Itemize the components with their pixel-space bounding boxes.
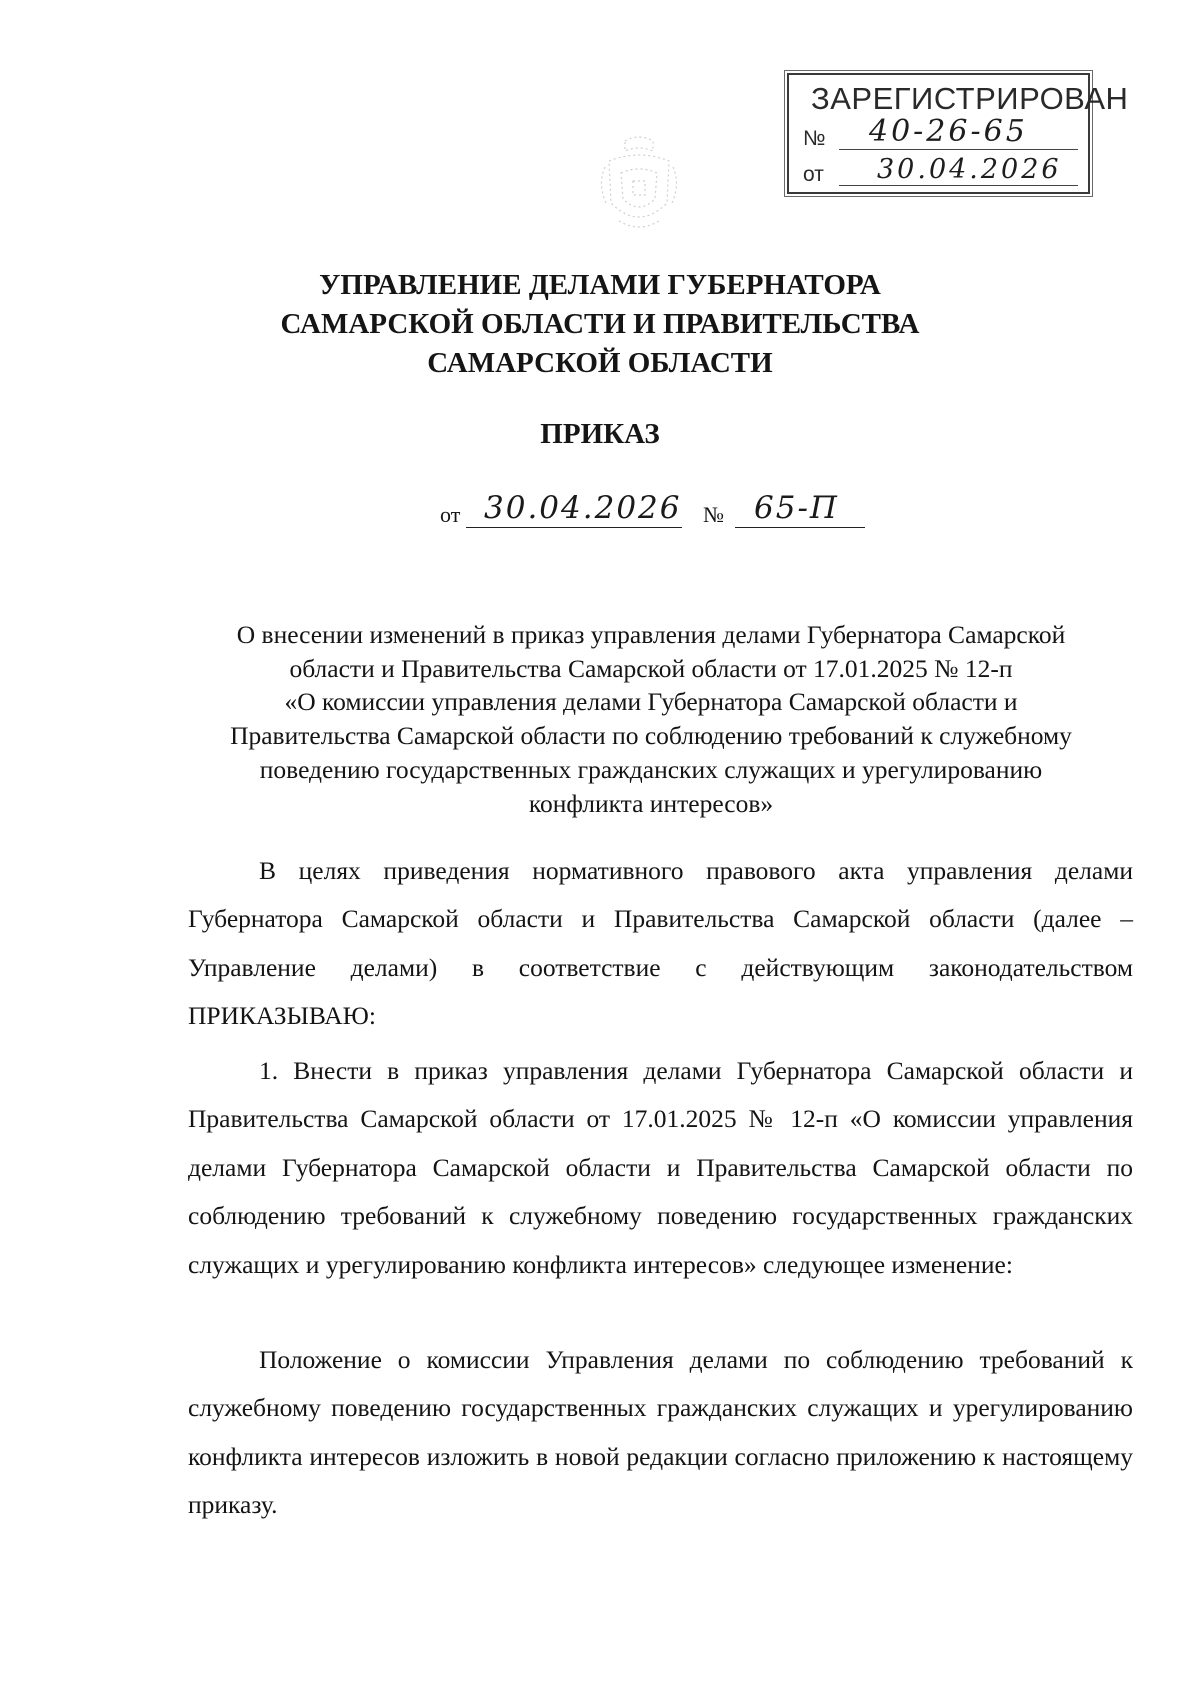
organization-name-line-1: УПРАВЛЕНИЕ ДЕЛАМИ ГУБЕРНАТОРА: [319, 269, 881, 301]
order-subject: [170, 618, 1132, 820]
order-date-number-line: [0, 490, 1200, 540]
body-paragraph-1: [188, 847, 1133, 1041]
body-paragraph-3: [188, 1336, 1133, 1530]
subject-line: Правительства Самарской области по соблюдению требований к служебному: [230, 721, 1072, 751]
body-paragraph-2-text: 1. Внести в приказ управления делами Губернатора Самарской области и Правительства Самарской области от 17.01.2025 № 12-п «О комиссии управления делами Губернатора Самарской области и Правительства Самарской области по соблюдению требований к служебному поведению государственных гражданских служащих и урегулированию конфликта интересов» следующее изменение:: [188, 1056, 1133, 1279]
subject-line: области и Правительства Самарской области от 17.01.2025 № 12-п: [289, 653, 1013, 683]
stamp-date-label: от: [803, 163, 824, 186]
stamp-number-underline: [839, 149, 1078, 150]
order-date-handwritten: 30.04.2026: [484, 490, 682, 526]
subject-line: «О комиссии управления делами Губернатора Самарской области и: [284, 687, 1018, 717]
body-paragraph-2: [188, 1047, 1133, 1289]
stamp-date-handwritten: 30.04.2026: [877, 154, 1062, 185]
stamp-number-handwritten: 40-26-65: [869, 114, 1028, 149]
registration-stamp: [787, 73, 1129, 194]
stamp-date-row: [803, 155, 1078, 189]
order-number-handwritten: 65-П: [754, 490, 839, 526]
organization-name-line-2: САМАРСКОЙ ОБЛАСТИ И ПРАВИТЕЛЬСТВА: [280, 308, 920, 340]
order-date-label: от: [440, 502, 461, 527]
organization-name-line-3: САМАРСКОЙ ОБЛАСТИ: [427, 347, 773, 379]
body-paragraph-1-text: В целях приведения нормативного правового акта управления делами Губернатора Самарской области и Правительства Самарской области (далее – Управление делами) в соответствие с действующим законодательством ПРИКАЗЫВАЮ:: [188, 856, 1133, 1031]
stamp-title: ЗАРЕГИСТРИРОВАН: [811, 81, 1129, 116]
stamp-date-underline: [839, 185, 1078, 186]
stamp-number-label: №: [803, 127, 826, 150]
body-paragraph-3-text: Положение о комиссии Управления делами по соблюдению требований к служебному поведению государственных гражданских служащих и урегулированию конфликта интересов изложить в новой редакции согласно приложению к настоящему приказу.: [188, 1345, 1133, 1520]
order-number-label: №: [703, 502, 724, 527]
subject-line: О внесении изменений в приказ управления делами Губернатора Самарской: [236, 620, 1066, 649]
subject-line: поведению государственных гражданских служащих и урегулированию: [259, 754, 1043, 784]
document-type-title: ПРИКАЗ: [540, 418, 660, 450]
coat-of-arms-emblem: [595, 133, 683, 238]
subject-line: конфликта интересов»: [528, 788, 774, 818]
order-date-underline: [466, 527, 682, 528]
stamp-number-row: [803, 114, 1078, 153]
order-number-underline: [735, 527, 865, 528]
